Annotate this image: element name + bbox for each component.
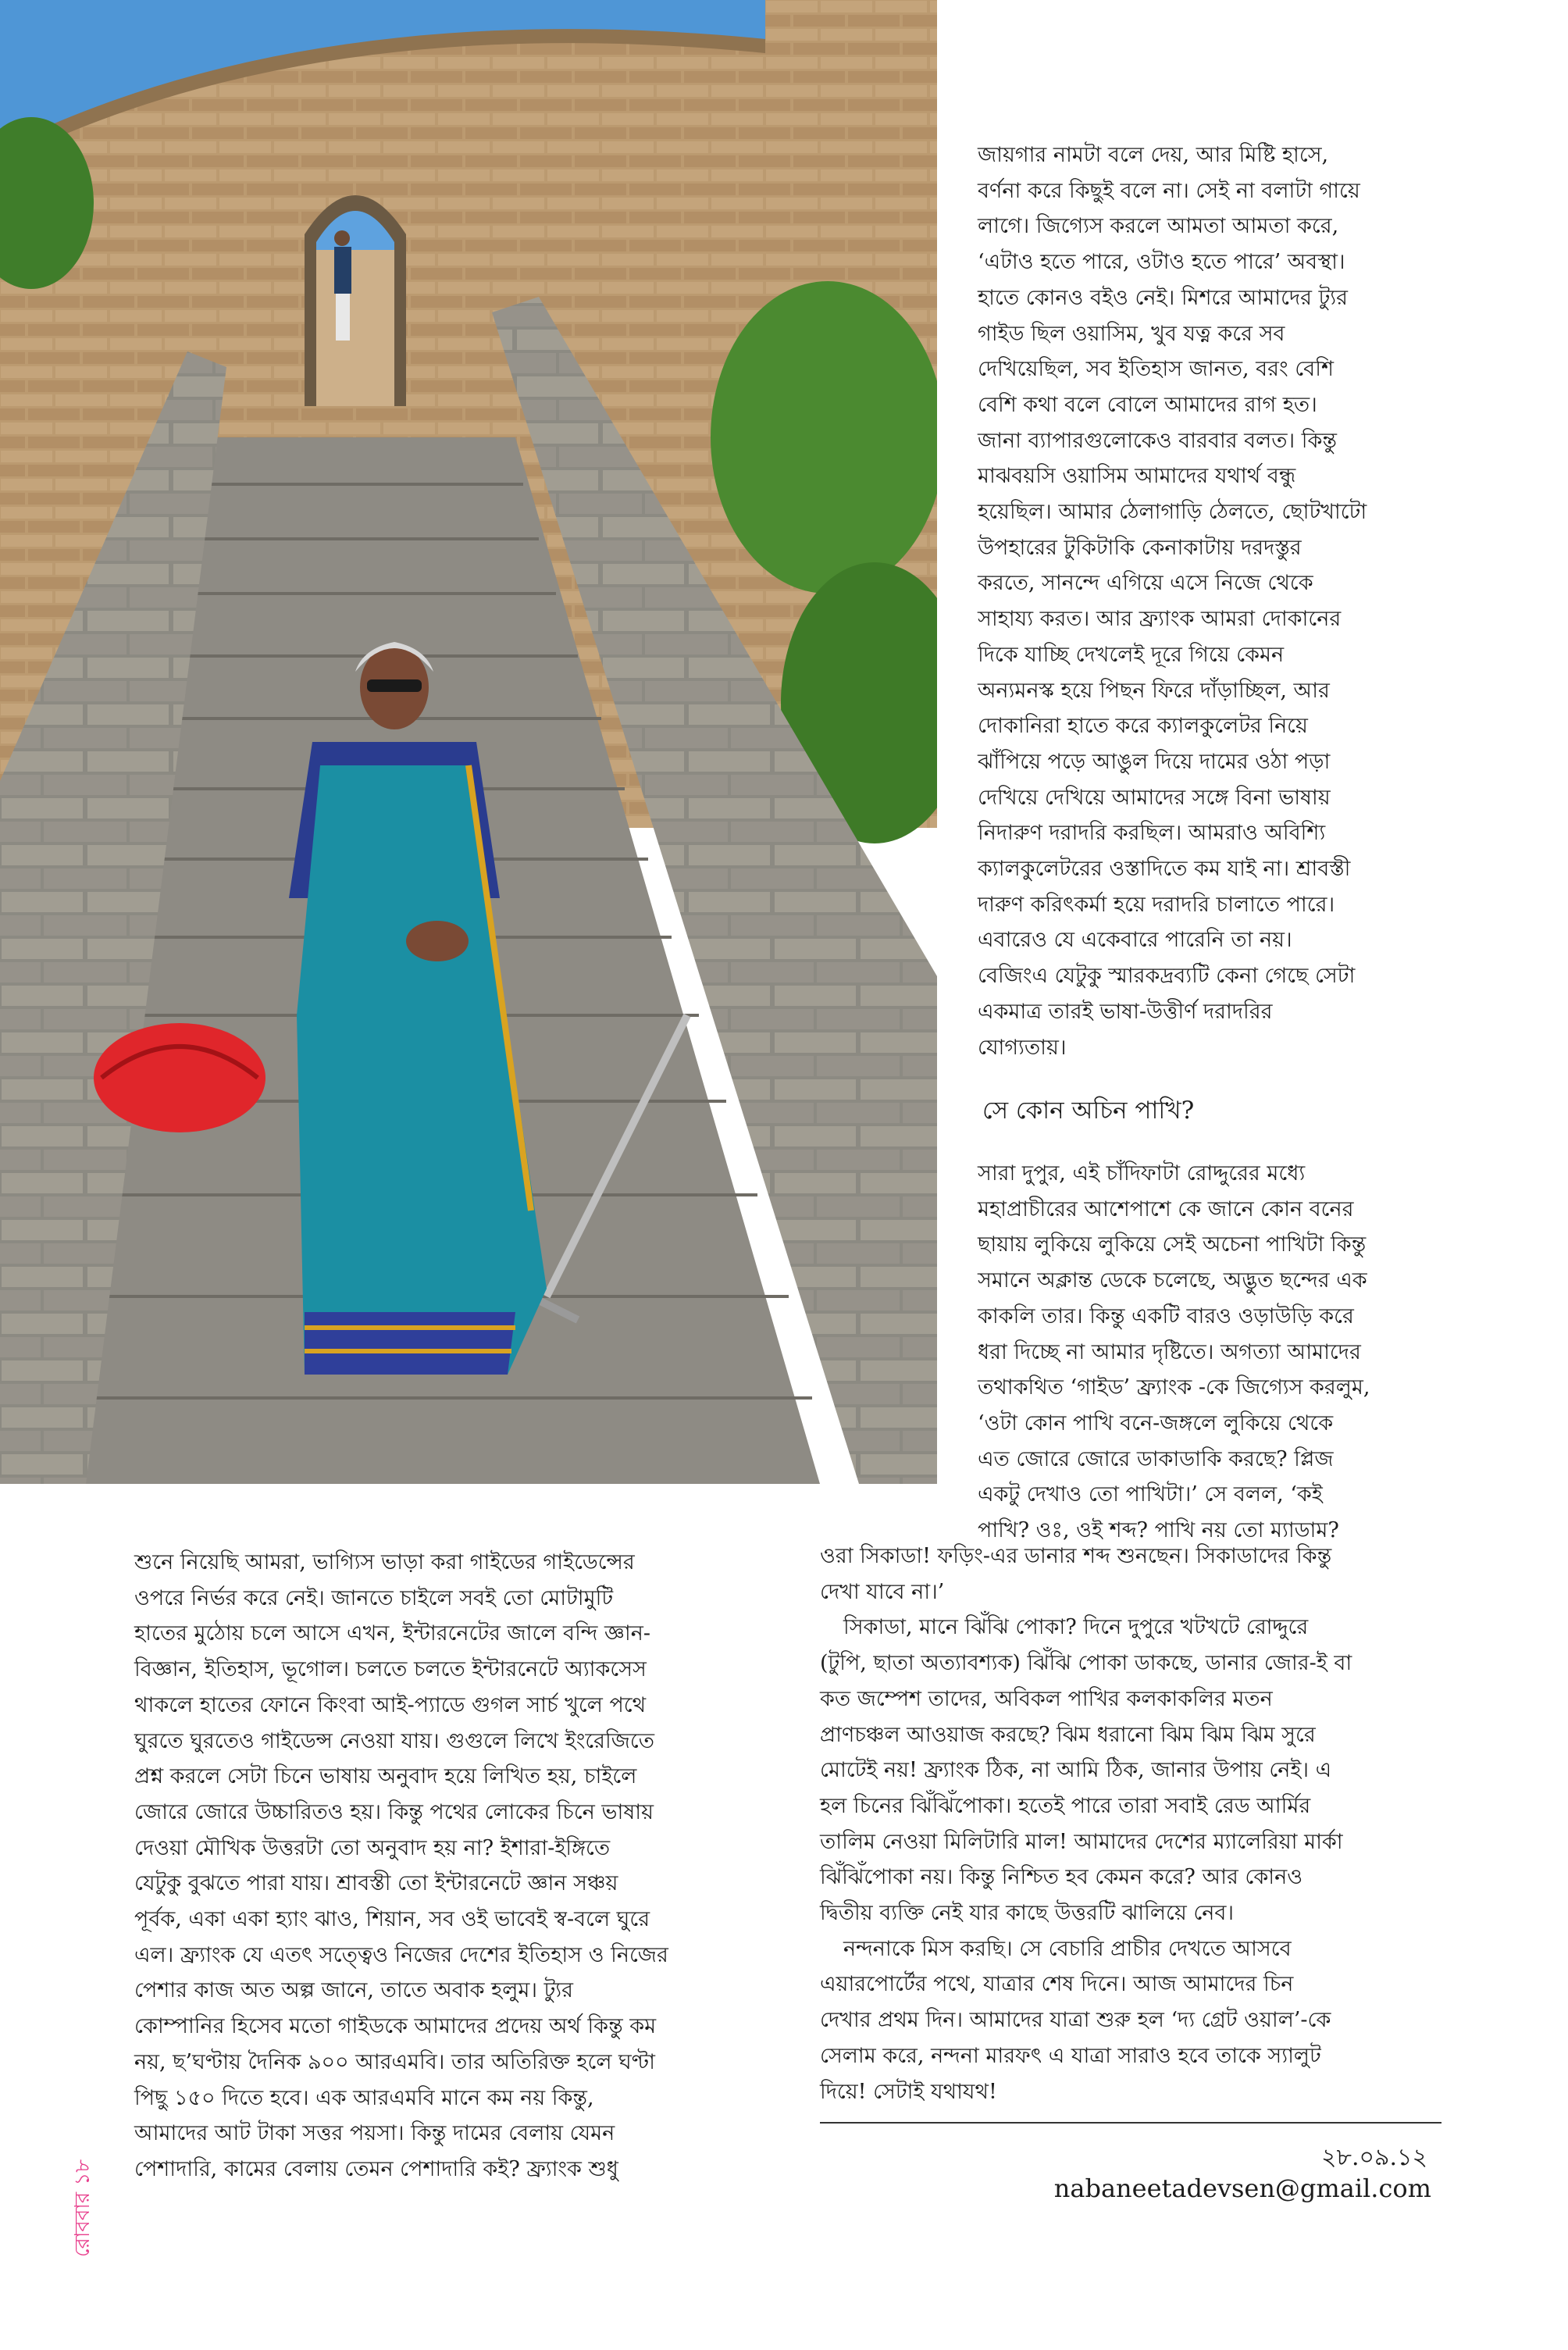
text-line: তালিম নেওয়া মিলিটারি মাল! আমাদের দেশের ম্যালেরিয়া মার্কা — [820, 1829, 1343, 1854]
text-line: হাতে কোনও বইও নেই। মিশরে আমাদের ট্যুর — [978, 285, 1348, 310]
text-line: উপহারের টুকিটাকি কেনাকাটায় দরদস্তুর — [978, 535, 1302, 560]
text-line: অন্যমনস্ক হয়ে পিছন ফিরে দাঁড়াচ্ছিল, আর — [978, 678, 1330, 703]
text-line: হাতের মুঠোয় চলে আসে এখন, ইন্টারনেটের জালে বন্দি জ্ঞান- — [134, 1621, 650, 1646]
text-line: ক্যালকুলেটরের ওস্তাদিতে কম যাই না। শ্রাবস্তী — [978, 857, 1351, 882]
text-line: ‘এটাও হতে পারে, ওটাও হতে পারে’ অবস্থা। — [978, 250, 1345, 275]
text-line: প্রশ্ন করলে সেটা চিনে ভাষায় অনুবাদ হয়ে লিখিত হয়, চাইলে — [134, 1764, 637, 1789]
text-line: যোগ্যতায়। — [978, 1035, 1067, 1060]
text-line: দ্বিতীয় ব্যক্তি নেই যার কাছে উত্তরটি ঝালিয়ে নেব। — [820, 1901, 1235, 1926]
text-line: পিছু ১৫০ দিতে হবে। এক আরএমবি মানে কম নয় কিন্তু, — [134, 2085, 594, 2110]
text-line: একমাত্র তারই ভাষা-উত্তীর্ণ দরাদরির — [978, 999, 1273, 1024]
text-line: ঝাঁপিয়ে পড়ে আঙুল দিয়ে দামের ওঠা পড়া — [978, 749, 1331, 774]
text-line: জানা ব্যাপারগুলোকেও বারবার বলত। কিন্তু — [978, 428, 1338, 453]
text-line: বেজিংএ যেটুকু স্মারকদ্রব্যটি কেনা গেছে সেটা — [978, 964, 1356, 989]
text-line: শুনে নিয়েছি আমরা, ভাগ্যিস ভাড়া করা গাইডের গাইডেন্সের — [134, 1550, 635, 1574]
page-label-text: রোববার ১৮ — [71, 2159, 94, 2257]
text-line: হল চিনের ঝিঁঝিঁপোকা। হতেই পারে তারা সবাই রেড আর্মির — [820, 1793, 1311, 1818]
text-line: সমানে অক্লান্ত ডেকে চলেছে, অদ্ভুত ছন্দের এক — [978, 1268, 1367, 1293]
text-line: বিজ্ঞান, ইতিহাস, ভূগোল। চলতে চলতে ইন্টারনেটে অ্যাকসেস — [134, 1657, 647, 1682]
end-rule — [820, 2122, 1441, 2124]
text-line: জোরে জোরে উচ্চারিতও হয়। কিন্তু পথের লোকের চিনে ভাষায় — [134, 1799, 654, 1824]
text-line: এবারেও যে একেবারে পারেনি তা নয়। — [978, 928, 1292, 953]
text-line: বেশি কথা বলে বোলে আমাদের রাগ হত। — [978, 392, 1317, 417]
text-line: নয়, ছ’ঘণ্টায় দৈনিক ৯০০ আরএমবি। তার অতিরিক্ত হলে ঘণ্টা — [134, 2049, 655, 2074]
text-line: ‘ওটা কোন পাখি বনে-জঙ্গলে লুকিয়ে থেকে — [978, 1410, 1334, 1435]
text-line: দোকানিরা হাতে করে ক্যালকুলেটর নিয়ে — [978, 714, 1308, 739]
great-wall-photo — [0, 0, 937, 1484]
article-column-right-middle — [978, 1156, 1524, 1549]
text-line: করতে, সানন্দে এগিয়ে এসে নিজে থেকে — [978, 571, 1313, 596]
author-email: nabaneetadevsen@gmail.com — [1053, 2173, 1431, 2203]
text-line: কাকলি তার। কিন্তু একটি বারও ওড়াউড়ি করে — [978, 1303, 1354, 1328]
text-line: ছায়ায় লুকিয়ে লুকিয়ে সেই অচেনা পাখিটা কিন্তু — [978, 1232, 1367, 1257]
text-line: নন্দনাকে মিস করছি। সে বেচারি প্রাচীর দেখতে আসবে — [843, 1936, 1292, 1961]
text-line: সিকাডা, মানে ঝিঁঝি পোকা? দিনে দুপুরে খটখটে রোদ্দুরে — [843, 1615, 1309, 1640]
article-column-right-bottom — [820, 1539, 1445, 2109]
text-line: মহাপ্রাচীরের আশেপাশে কে জানে কোন বনের — [978, 1196, 1354, 1221]
text-line: দেখিয়ে দেখিয়ে আমাদের সঙ্গে বিনা ভাষায় — [978, 785, 1331, 810]
text-line: মোটেই নয়! ফ্র্যাংক ঠিক, না আমি ঠিক, জানার উপায় নেই। এ — [820, 1758, 1332, 1783]
text-line: পাখি? ওঃ, ওই শব্দ? পাখি নয় তো ম্যাডাম? — [978, 1518, 1339, 1543]
text-line: থাকলে হাতের ফোনে কিংবা আই-প্যাডে গুগল সার্চ খুলে পথে — [134, 1692, 647, 1717]
text-line: একটু দেখাও তো পাখিটা।’ সে বলল, ‘কই — [978, 1482, 1323, 1507]
text-line: এয়ারপোর্টের পথে, যাত্রার শেষ দিনে। আজ আমাদের চিন — [820, 1972, 1294, 1997]
text-line: নিদারুণ দরাদরি করছিল। আমরাও অবিশ্যি — [978, 821, 1326, 846]
text-line: এল। ফ্র্যাংক যে এতৎ সত্ত্বেও নিজের দেশের ইতিহাস ও নিজের — [134, 1942, 668, 1967]
text-line: (টুপি, ছাতা অত্যাবশ্যক) ঝিঁঝি পোকা ডাকছে, ডানার জোর-ই বা — [820, 1651, 1352, 1676]
text-line: সাহায্য করত। আর ফ্র্যাংক আমরা দোকানের — [978, 607, 1342, 632]
text-line: গাইড ছিল ওয়াসিম, খুব যত্ন করে সব — [978, 321, 1285, 346]
text-line: ধরা দিচ্ছে না আমার দৃষ্টিতে। অগত্যা আমাদের — [978, 1339, 1361, 1364]
text-line: দেখিয়েছিল, সব ইতিহাস জানত, বরং বেশি — [978, 357, 1334, 382]
text-line: প্রাণচঞ্চল আওয়াজ করছে? ঝিম ধরানো ঝিম ঝিম ঝিম সুরে — [820, 1722, 1316, 1747]
text-line: এত জোরে জোরে ডাকাডাকি করছে? প্লিজ — [978, 1446, 1334, 1471]
text-line: দেওয়া মৌখিক উত্তরটা তো অনুবাদ হয় না? ইশারা-ইঙ্গিতে — [134, 1835, 611, 1860]
text-line: সেলাম করে, নন্দনা মারফৎ এ যাত্রা সারাও হবে তাকে স্যালুট — [820, 2043, 1321, 2068]
article-column-left — [134, 1545, 798, 2188]
text-line: পেশাদারি, কামের বেলায় তেমন পেশাদারি কই? ফ্র্যাংক শুধু — [134, 2156, 618, 2181]
text-line: মাঝবয়সি ওয়াসিম আমাদের যথার্থ বন্ধু — [978, 464, 1296, 489]
page-label — [67, 2093, 98, 2265]
article-date: ২৮.০৯.১২ — [1321, 2144, 1427, 2171]
text-line: ওপরে নির্ভর করে নেই। জানতে চাইলে সবই তো মোটামুটি — [134, 1585, 614, 1610]
text-line: দেখার প্রথম দিন। আমাদের যাত্রা শুরু হল ‘দ্য গ্রেট ওয়াল’-কে — [820, 2008, 1331, 2033]
text-line: দেখা যাবে না।’ — [820, 1579, 945, 1604]
text-line: বর্ণনা করে কিছুই বলে না। সেই না বলাটা গায়ে — [978, 178, 1360, 203]
great-wall-photo-icon — [0, 0, 937, 1484]
text-line: কত জম্পেশ তাদের, অবিকল পাখির কলকাকলির মতন — [820, 1686, 1273, 1711]
text-line: লাগে। জিগ্যেস করলে আমতা আমতা করে, — [978, 214, 1339, 239]
text-line: ওরা সিকাডা! ফড়িং-এর ডানার শব্দ শুনছেন। সিকাডাদের কিন্তু — [820, 1544, 1332, 1568]
text-line: দিকে যাচ্ছি দেখলেই দূরে গিয়ে কেমন — [978, 642, 1285, 667]
text-line: কোম্পানির হিসেব মতো গাইডকে আমাদের প্রদেয় অর্থ কিন্তু কম — [134, 2014, 657, 2039]
article-column-right-top — [978, 137, 1524, 1065]
text-line: ঝিঁঝিঁপোকা নয়। কিন্তু নিশ্চিত হব কেমন করে? আর কোনও — [820, 1865, 1303, 1890]
text-line: যেটুকু বুঝতে পারা যায়। শ্রাবস্তী তো ইন্টারনেটে জ্ঞান সঞ্চয় — [134, 1871, 618, 1896]
text-line: পূর্বক, একা একা হ্যাং ঝাও, শিয়ান, সব ওই ভাবেই স্ব-বলে ঘুরে — [134, 1907, 650, 1932]
text-line: জায়গার নামটা বলে দেয়, আর মিষ্টি হাসে, — [978, 143, 1329, 167]
section-heading: সে কোন অচিন পাখি? — [982, 1097, 1195, 1125]
text-line: আমাদের আট টাকা সত্তর পয়সা। কিন্তু দামের বেলায় যেমন — [134, 2121, 615, 2146]
text-line: ঘুরতে ঘুরতেও গাইডেন্স নেওয়া যায়। গুগুলে লিখে ইংরেজিতে — [134, 1728, 655, 1753]
text-line: তথাকথিত ‘গাইড’ ফ্র্যাংক -কে জিগ্যেস করলুম, — [978, 1375, 1370, 1400]
text-line: হয়েছিল। আমার ঠেলাগাড়ি ঠেলতে, ছোটখাটো — [978, 500, 1367, 525]
text-line: দিয়ে! সেটাই যথাযথ! — [820, 2079, 997, 2104]
text-line: দারুণ করিৎকর্মা হয়ে দরাদরি চালাতে পারে। — [978, 892, 1335, 917]
text-line: পেশার কাজ অত অল্প জানে, তাতে অবাক হলুম। ট্যুর — [134, 1978, 573, 2003]
text-line: সারা দুপুর, এই চাঁদিফাটা রোদ্দুরের মধ্যে — [978, 1161, 1306, 1186]
